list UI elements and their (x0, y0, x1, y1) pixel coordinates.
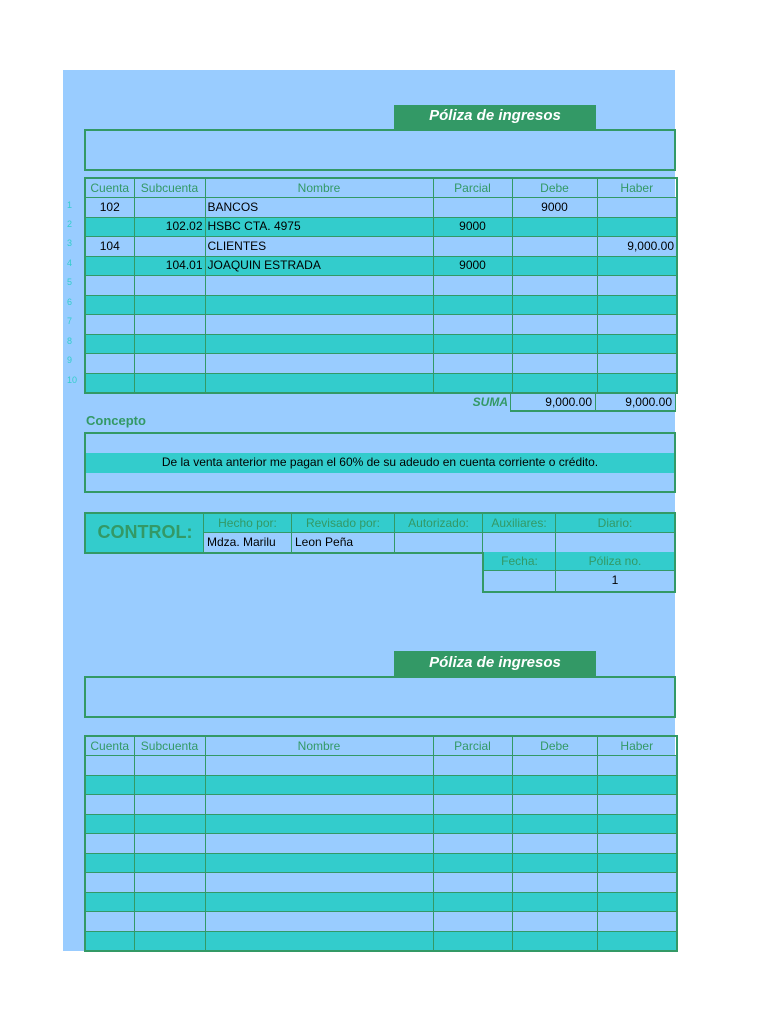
table-row[interactable] (85, 775, 677, 795)
concepto-label: Concepto (86, 413, 146, 428)
header-parcial: Parcial (433, 178, 512, 198)
row-number: 2 (67, 219, 73, 229)
row-number: 7 (67, 316, 73, 326)
table-row[interactable] (85, 198, 677, 218)
cell-haber[interactable]: 9,000.00 (597, 237, 677, 257)
concepto-text[interactable]: De la venta anterior me pagan el 60% de su adeudo en cuenta corriente o crédito. (161, 455, 599, 469)
table-row[interactable] (85, 834, 677, 854)
poliza-entries-table (84, 177, 678, 394)
diario-value[interactable] (556, 533, 674, 552)
fecha-value[interactable] (484, 571, 556, 591)
header-cuenta: Cuenta (85, 178, 134, 198)
table-row[interactable] (85, 873, 677, 893)
diario-label: Diario: (597, 516, 633, 530)
header-debe: Debe (512, 736, 597, 756)
control-label: CONTROL: (97, 522, 193, 542)
header-haber: Haber (597, 736, 677, 756)
cell-nombre[interactable]: BANCOS (205, 198, 433, 218)
cell-parcial[interactable] (433, 198, 512, 218)
cell-cuenta[interactable]: 104 (85, 237, 134, 257)
cell-debe[interactable]: 9000 (512, 198, 597, 218)
poliza-no-value[interactable]: 1 (611, 573, 619, 587)
poliza-header-box (84, 676, 676, 718)
poliza-title: Póliza de ingresos (394, 105, 596, 129)
row-number: 8 (67, 336, 73, 346)
table-row[interactable] (85, 892, 677, 912)
hecho-por-label: Hecho por: (204, 514, 292, 532)
header-subcuenta: Subcuenta (134, 736, 205, 756)
cell-subcuenta[interactable] (134, 237, 205, 257)
cell-subcuenta[interactable] (134, 198, 205, 218)
table-row[interactable] (85, 354, 677, 374)
header-cuenta: Cuenta (85, 736, 134, 756)
hecho-por-value[interactable]: Mdza. Marilu (204, 533, 292, 552)
cell-debe[interactable] (512, 217, 597, 237)
row-number: 3 (67, 238, 73, 248)
suma-label: SUMA (472, 395, 508, 409)
table-row[interactable] (85, 315, 677, 335)
cell-parcial[interactable]: 9000 (433, 217, 512, 237)
table-row[interactable] (85, 814, 677, 834)
poliza-title: Póliza de ingresos (394, 651, 596, 676)
row-number: 5 (67, 277, 73, 287)
header-nombre: Nombre (205, 736, 433, 756)
table-row[interactable] (85, 237, 677, 257)
cell-cuenta[interactable]: 102 (85, 198, 134, 218)
header-nombre: Nombre (205, 178, 433, 198)
header-haber: Haber (597, 178, 677, 198)
poliza-entries-table (84, 735, 678, 952)
table-row[interactable] (85, 912, 677, 932)
cell-cuenta[interactable] (85, 256, 134, 276)
table-row[interactable] (85, 795, 677, 815)
auxiliares-label: Auxiliares: (483, 514, 556, 532)
cell-haber[interactable] (597, 256, 677, 276)
table-row[interactable] (85, 373, 677, 393)
fecha-label: Fecha: (484, 552, 556, 570)
poliza-header-box (84, 129, 676, 171)
revisado-por-label: Revisado por: (292, 514, 395, 532)
suma-debe[interactable]: 9,000.00 (510, 392, 596, 412)
row-number: 6 (67, 297, 73, 307)
row-number: 10 (67, 375, 78, 385)
cell-nombre[interactable]: CLIENTES (205, 237, 433, 257)
cell-nombre[interactable]: JOAQUIN ESTRADA (205, 256, 433, 276)
concepto-box (84, 432, 676, 493)
cell-haber[interactable] (597, 217, 677, 237)
table-row[interactable] (85, 295, 677, 315)
cell-parcial[interactable] (433, 237, 512, 257)
table-row[interactable] (85, 256, 677, 276)
cell-subcuenta[interactable]: 104.01 (134, 256, 205, 276)
row-number: 4 (67, 258, 73, 268)
cell-haber[interactable] (597, 198, 677, 218)
auxiliares-value[interactable] (483, 533, 556, 552)
table-row[interactable] (85, 217, 677, 237)
cell-cuenta[interactable] (85, 217, 134, 237)
table-header-row (85, 736, 677, 756)
header-subcuenta: Subcuenta (134, 178, 205, 198)
cell-subcuenta[interactable]: 102.02 (134, 217, 205, 237)
table-row[interactable] (85, 276, 677, 296)
table-row[interactable] (85, 334, 677, 354)
autorizado-label: Autorizado: (395, 514, 483, 532)
table-row[interactable] (85, 756, 677, 776)
revisado-por-value[interactable]: Leon Peña (292, 533, 395, 552)
table-row[interactable] (85, 931, 677, 951)
suma-haber[interactable]: 9,000.00 (595, 392, 676, 412)
cell-debe[interactable] (512, 237, 597, 257)
row-number: 9 (67, 355, 73, 365)
cell-debe[interactable] (512, 256, 597, 276)
cell-parcial[interactable]: 9000 (433, 256, 512, 276)
cell-nombre[interactable]: HSBC CTA. 4975 (205, 217, 433, 237)
table-header-row (85, 178, 677, 198)
row-number: 1 (67, 200, 73, 210)
header-debe: Debe (512, 178, 597, 198)
table-row[interactable] (85, 853, 677, 873)
autorizado-value[interactable] (395, 533, 483, 552)
header-parcial: Parcial (433, 736, 512, 756)
poliza-no-label: Póliza no. (588, 554, 642, 568)
